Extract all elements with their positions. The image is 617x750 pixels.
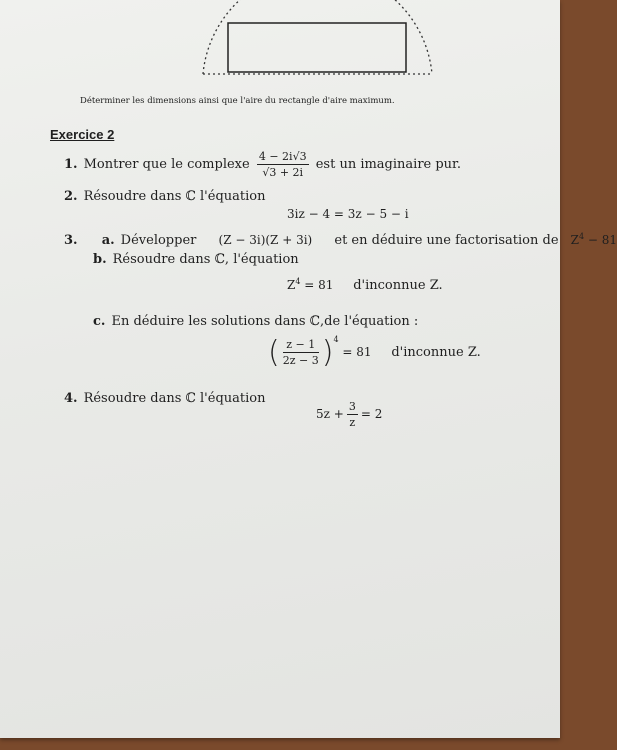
fraction-denominator: √3 + 2i: [262, 166, 304, 179]
question-text-2: et en déduire une factorisation de: [334, 233, 559, 248]
question-text: En déduire les solutions dans ℂ,de l'équation :: [111, 314, 419, 329]
equation-fraction: $\frac{z - 1}{2z - 3}$: [282, 338, 319, 367]
equation-fraction: $\frac{3}{z}$: [348, 400, 356, 429]
sub-label-a: a.: [101, 233, 115, 248]
figure-caption: Déterminer les dimensions ainsi que l'aire du rectangle d'aire maximum.: [80, 96, 395, 106]
question-text: Résoudre dans ℂ, l'équation: [112, 252, 299, 267]
equation-q3c: ( $\frac{z - 1}{2z - 3}$ )$^4$ = 81 d'inconnue Z.: [268, 335, 481, 370]
question-number: 1.: [64, 157, 78, 172]
question-2: [64, 189, 265, 204]
question-text: Montrer que le complexe: [83, 157, 250, 172]
unknown-text: d'inconnue Z.: [391, 345, 481, 360]
fraction-numerator: 4 − 2i√3: [258, 150, 307, 163]
expression-z4: $Z^4 - 81$: [570, 232, 617, 247]
question-3a: [64, 232, 617, 248]
expression-product: (Z − 3i)(Z + 3i): [218, 233, 313, 247]
equation-q4: 5z + $\frac{3}{z}$ = 2: [316, 400, 383, 429]
question-text: Résoudre dans ℂ l'équation: [83, 189, 266, 204]
question-3b: [93, 252, 299, 267]
question-text-end: est un imaginaire pur.: [315, 157, 461, 172]
equation-q3b: $Z^4 = 81$ d'inconnue Z.: [287, 277, 443, 293]
question-text: Développer: [120, 233, 197, 248]
unknown-text: d'inconnue Z.: [353, 278, 443, 293]
question-number: 4.: [64, 391, 78, 406]
question-4: [64, 391, 265, 406]
question-number: 3.: [64, 233, 78, 248]
sub-label-b: b.: [93, 252, 107, 267]
equation-q2: 3iz − 4 = 3z − 5 − i: [287, 207, 409, 221]
inscribed-rectangle: [228, 23, 406, 72]
sub-label-c: c.: [93, 314, 106, 329]
question-text: Résoudre dans ℂ l'équation: [83, 391, 266, 406]
semicircle-rectangle-figure: [195, 0, 440, 80]
exercise-title: Exercice 2: [50, 127, 115, 142]
complex-fraction: [257, 150, 309, 179]
question-1: [64, 150, 461, 179]
question-number: 2.: [64, 189, 78, 204]
question-3c: [93, 314, 418, 329]
